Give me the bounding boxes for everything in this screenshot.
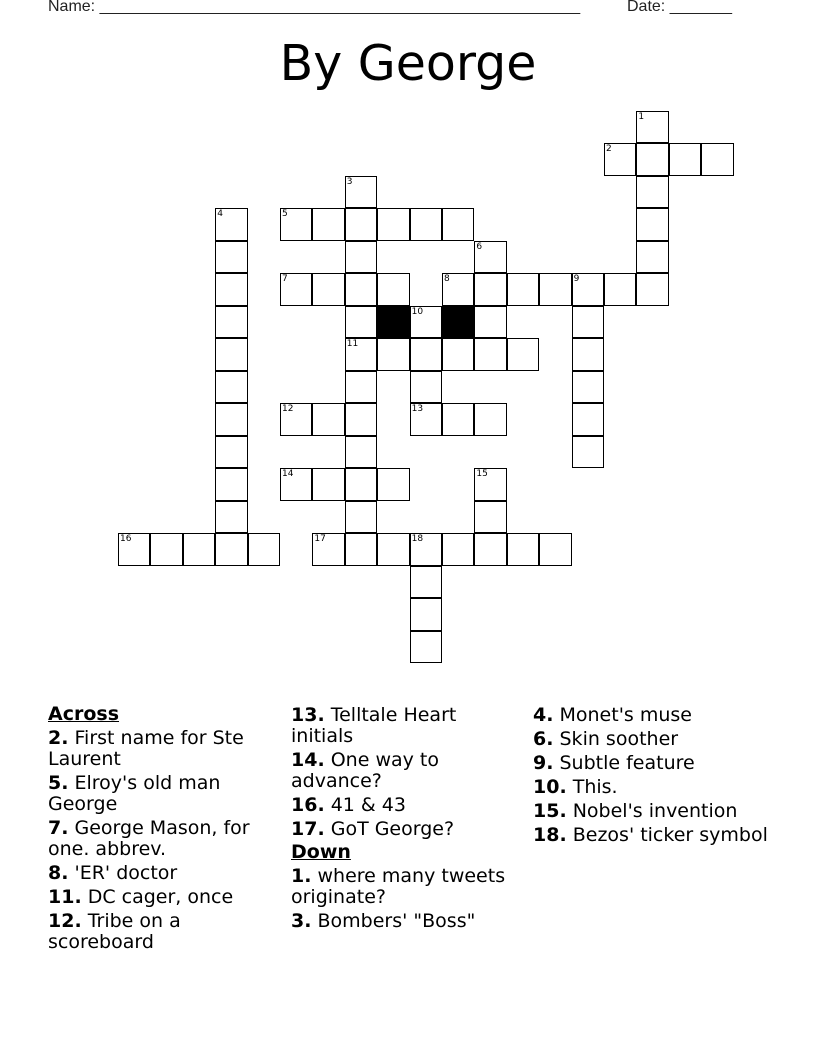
cell-number: 18 <box>411 534 424 544</box>
crossword-cell[interactable] <box>215 403 247 436</box>
crossword-cell[interactable] <box>410 306 442 339</box>
clue-number: 15. <box>533 800 567 822</box>
crossword-cell[interactable] <box>572 306 604 339</box>
crossword-cell[interactable] <box>410 631 442 664</box>
clue-number: 12. <box>48 910 82 932</box>
clue-text: One way to advance? <box>291 749 439 792</box>
clue-item <box>48 728 278 770</box>
crossword-cell[interactable] <box>312 208 344 241</box>
crossword-cell[interactable] <box>377 273 409 306</box>
crossword-cell[interactable] <box>636 176 668 209</box>
clue-text: This. <box>572 776 618 798</box>
crossword-cell[interactable] <box>183 533 215 566</box>
crossword-cell[interactable] <box>572 403 604 436</box>
crossword-cell[interactable] <box>507 338 539 371</box>
clue-item <box>291 911 521 932</box>
cell-number: 5 <box>282 209 288 219</box>
clue-number: 18. <box>533 824 567 846</box>
crossword-cell[interactable] <box>636 111 668 144</box>
crossword-cell[interactable] <box>345 533 377 566</box>
cell-number: 2 <box>606 144 612 154</box>
clue-number: 14. <box>291 749 325 771</box>
clue-text: 'ER' doctor <box>74 862 178 884</box>
clue-column-2 <box>291 702 521 932</box>
cell-number: 11 <box>346 339 359 349</box>
clue-column-1 <box>48 702 278 953</box>
clue-item <box>533 729 773 750</box>
clue-item <box>291 866 521 908</box>
clue-item <box>48 818 278 860</box>
crossword-cell[interactable] <box>215 501 247 534</box>
crossword-cell[interactable] <box>312 468 344 501</box>
crossword-cell[interactable] <box>410 371 442 404</box>
crossword-cell[interactable] <box>215 371 247 404</box>
crossword-cell[interactable] <box>312 273 344 306</box>
cell-number: 6 <box>476 241 483 252</box>
crossword-cell[interactable] <box>572 338 604 371</box>
crossword-cell[interactable] <box>215 306 247 339</box>
clue-column-3 <box>533 702 773 846</box>
clue-item <box>533 825 773 846</box>
clue-number: 5. <box>48 772 69 794</box>
clue-text: Bezos' ticker symbol <box>572 824 768 846</box>
down-clue-list <box>291 866 521 932</box>
crossword-cell[interactable] <box>215 533 247 566</box>
crossword-cell[interactable] <box>474 533 506 566</box>
down-heading: Down <box>291 841 351 863</box>
clue-item <box>533 801 773 822</box>
clue-item <box>48 773 278 815</box>
crossword-cell[interactable] <box>280 273 312 306</box>
crossword-cell[interactable] <box>215 436 247 469</box>
cell-number: 10 <box>411 306 424 317</box>
clue-text: 41 & 43 <box>330 794 406 816</box>
crossword-cell[interactable] <box>572 273 604 306</box>
crossword-cell[interactable] <box>345 273 377 306</box>
clue-item <box>291 705 521 747</box>
clue-number: 4. <box>533 704 554 726</box>
cell-number: 17 <box>314 534 326 544</box>
crossword-block <box>377 306 409 339</box>
down-clue-list-continued <box>533 705 773 846</box>
crossword-cell[interactable] <box>215 208 247 241</box>
crossword-cell[interactable] <box>410 566 442 599</box>
crossword-cell[interactable] <box>345 371 377 404</box>
cell-number: 8 <box>444 274 450 284</box>
clue-number: 8. <box>48 862 69 884</box>
clue-number: 16. <box>291 794 325 816</box>
crossword-cell[interactable] <box>118 533 150 566</box>
crossword-cell[interactable] <box>474 306 506 339</box>
clue-number: 11. <box>48 886 82 908</box>
crossword-cell[interactable] <box>377 338 409 371</box>
clue-item <box>48 911 278 953</box>
crossword-cell[interactable] <box>410 208 442 241</box>
across-heading: Across <box>48 703 120 725</box>
crossword-cell[interactable] <box>572 371 604 404</box>
cell-number: 1 <box>638 111 645 122</box>
clue-number: 2. <box>48 727 69 749</box>
crossword-cell[interactable] <box>442 208 474 241</box>
crossword-cell[interactable] <box>280 208 312 241</box>
crossword-cell[interactable] <box>636 143 668 176</box>
crossword-cell[interactable] <box>410 338 442 371</box>
clue-text: GoT George? <box>330 818 455 840</box>
clue-text: Bombers' "Boss" <box>317 910 476 932</box>
crossword-cell[interactable] <box>345 306 377 339</box>
clue-text: Tribe on a scoreboard <box>48 910 181 953</box>
crossword-cell[interactable] <box>474 273 506 306</box>
clue-text: First name for Ste Laurent <box>48 727 244 770</box>
crossword-cell[interactable] <box>410 403 442 436</box>
name-field-line: Name: ______________________________________________________ <box>48 0 581 15</box>
crossword-cell[interactable] <box>507 533 539 566</box>
crossword-cell[interactable] <box>539 533 571 566</box>
clue-number: 7. <box>48 817 69 839</box>
clue-text: where many tweets originate? <box>291 865 506 908</box>
crossword-cell[interactable] <box>345 176 377 209</box>
clue-number: 17. <box>291 818 325 840</box>
crossword-cell[interactable] <box>280 403 312 436</box>
cell-number: 14 <box>282 469 294 479</box>
cell-number: 7 <box>282 274 288 284</box>
crossword-cell[interactable] <box>604 273 636 306</box>
clue-number: 10. <box>533 776 567 798</box>
across-clue-list <box>48 728 278 953</box>
crossword-cell[interactable] <box>442 533 474 566</box>
clue-item <box>291 795 521 816</box>
page-title: By George <box>279 35 537 92</box>
crossword-cell[interactable] <box>474 501 506 534</box>
clue-number: 6. <box>533 728 554 750</box>
clue-text: Subtle feature <box>559 752 695 774</box>
cell-number: 3 <box>346 176 353 187</box>
crossword-cell[interactable] <box>669 143 701 176</box>
crossword-cell[interactable] <box>410 598 442 631</box>
crossword-cell[interactable] <box>636 241 668 274</box>
cell-number: 4 <box>217 209 223 219</box>
crossword-cell[interactable] <box>572 436 604 469</box>
crossword-cell[interactable] <box>377 533 409 566</box>
crossword-cell[interactable] <box>215 273 247 306</box>
clue-text: Telltale Heart initials <box>291 704 457 747</box>
clue-item <box>48 863 278 884</box>
cell-number: 13 <box>411 404 424 414</box>
clue-number: 3. <box>291 910 312 932</box>
clue-item <box>533 753 773 774</box>
crossword-block <box>442 306 474 339</box>
cell-number: 15 <box>476 469 488 479</box>
crossword-cell[interactable] <box>215 241 247 274</box>
crossword-cell[interactable] <box>474 468 506 501</box>
crossword-cell[interactable] <box>215 338 247 371</box>
clue-text: George Mason, for one. abbrev. <box>48 817 250 860</box>
crossword-cell[interactable] <box>377 208 409 241</box>
crossword-cell[interactable] <box>312 533 344 566</box>
cell-number: 9 <box>573 274 580 284</box>
crossword-cell[interactable] <box>474 403 506 436</box>
crossword-cell[interactable] <box>345 501 377 534</box>
clue-item <box>291 750 521 792</box>
crossword-cell[interactable] <box>215 468 247 501</box>
crossword-cell[interactable] <box>474 241 506 274</box>
cell-number: 16 <box>120 534 132 544</box>
crossword-cell[interactable] <box>604 143 636 176</box>
clue-text: Nobel's invention <box>572 800 738 822</box>
crossword-cell[interactable] <box>701 143 733 176</box>
crossword-cell[interactable] <box>377 468 409 501</box>
crossword-cell[interactable] <box>280 468 312 501</box>
clue-number: 1. <box>291 865 312 887</box>
crossword-cell[interactable] <box>345 241 377 274</box>
crossword-cell[interactable] <box>507 273 539 306</box>
crossword-cell[interactable] <box>312 403 344 436</box>
clue-number: 13. <box>291 704 325 726</box>
crossword-cell[interactable] <box>442 403 474 436</box>
crossword-cell[interactable] <box>442 273 474 306</box>
crossword-cell[interactable] <box>636 273 668 306</box>
clue-text: Skin soother <box>559 728 679 750</box>
clue-item <box>533 777 773 798</box>
clue-text: DC cager, once <box>87 886 234 908</box>
crossword-cell[interactable] <box>474 338 506 371</box>
crossword-cell[interactable] <box>150 533 182 566</box>
crossword-cell[interactable] <box>248 533 280 566</box>
clue-item <box>48 887 278 908</box>
crossword-cell[interactable] <box>345 208 377 241</box>
across-clue-list-continued <box>291 705 521 840</box>
date-field-line: Date: _______ <box>627 0 732 15</box>
clue-item <box>291 819 521 840</box>
clue-text: Elroy's old man George <box>48 772 221 815</box>
crossword-cell[interactable] <box>345 436 377 469</box>
clue-item <box>533 705 773 726</box>
clue-text: Monet's muse <box>559 704 692 726</box>
crossword-cell[interactable] <box>539 273 571 306</box>
cell-number: 12 <box>282 404 294 414</box>
crossword-cell[interactable] <box>345 403 377 436</box>
crossword-cell[interactable] <box>442 338 474 371</box>
crossword-cell[interactable] <box>410 533 442 566</box>
crossword-cell[interactable] <box>345 338 377 371</box>
clue-number: 9. <box>533 752 554 774</box>
crossword-cell[interactable] <box>345 468 377 501</box>
crossword-cell[interactable] <box>636 208 668 241</box>
